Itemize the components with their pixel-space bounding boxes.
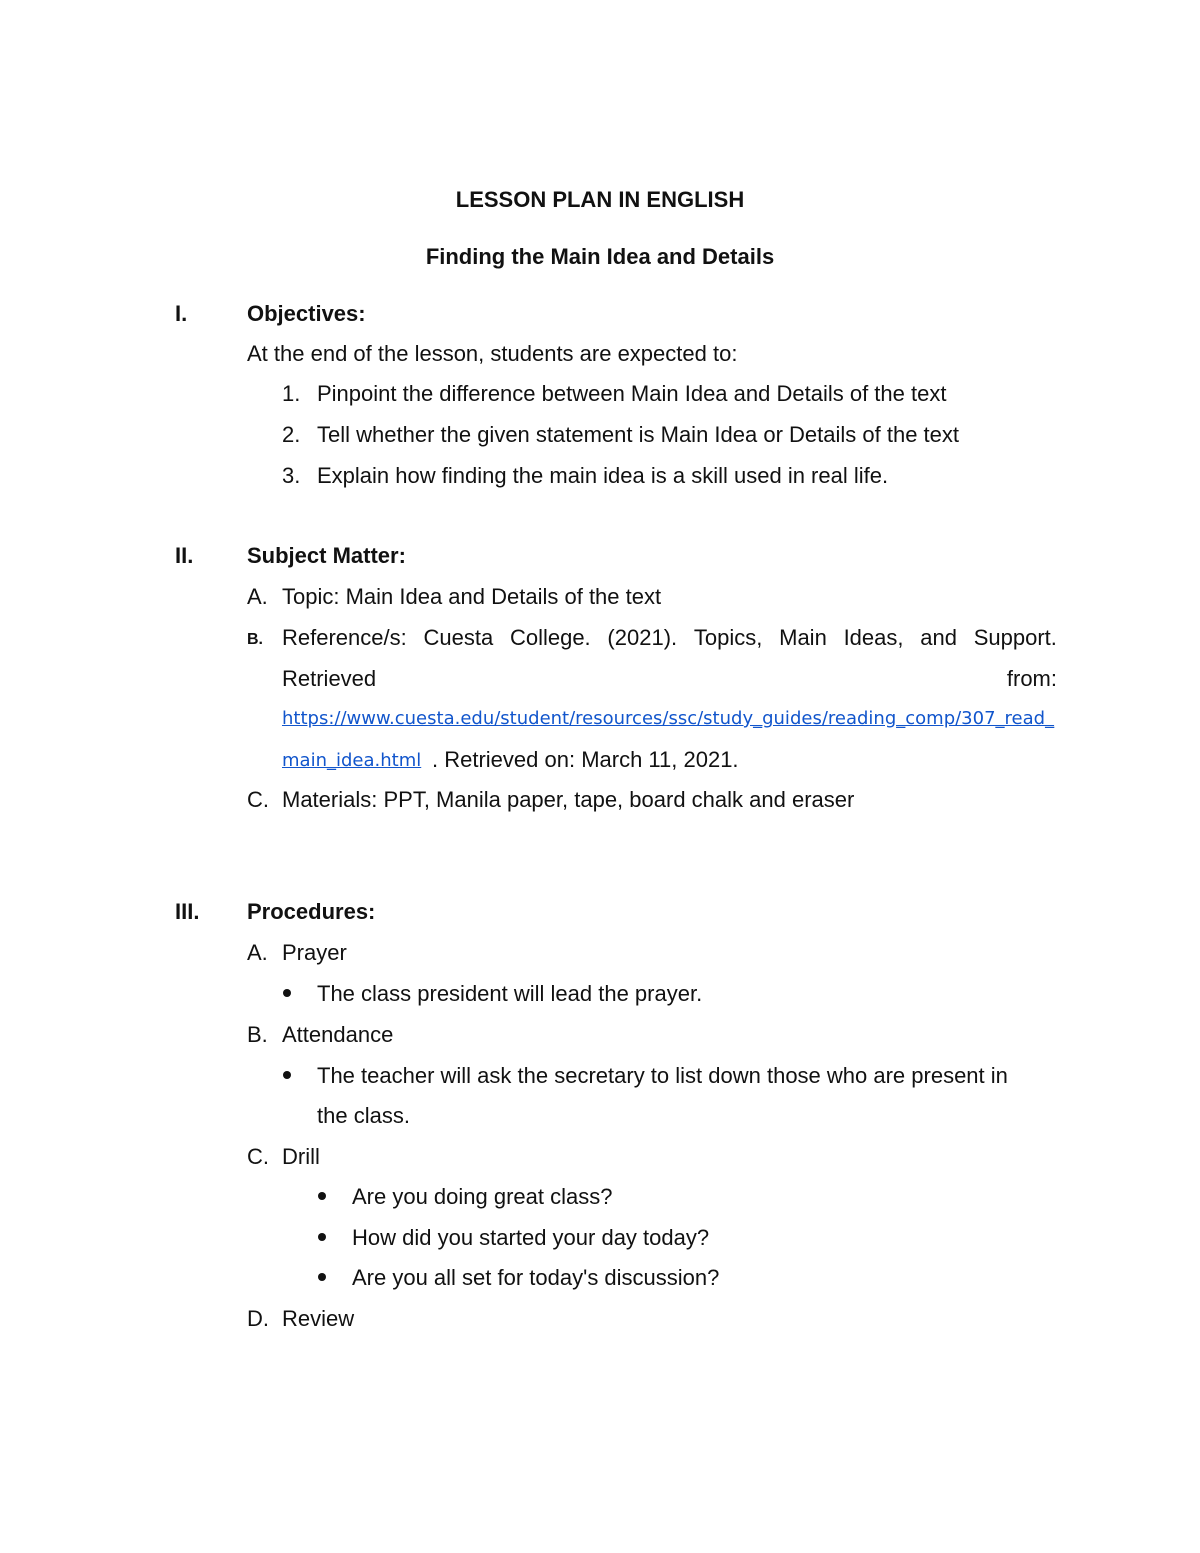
reference-word: Reference/s: [282,625,407,650]
objective-item: Explain how finding the main idea is a skill used in real life. [317,463,889,488]
procedure-letter: B. [247,1022,268,1047]
drill-question: Are you doing great class? [352,1184,613,1209]
reference-word: Main [779,625,827,650]
reference-url-link[interactable]: https://www.cuesta.edu/student/resources/ssc/study_guides/reading_comp/307_read_ [282,708,1055,729]
objective-item: Tell whether the given statement is Main Idea or Details of the text [317,422,959,447]
section-numeral-procedures: III. [175,899,200,924]
reference-word: Topics, [693,625,763,650]
reference-word: College. [509,625,591,650]
bullet-icon [283,989,291,997]
materials-text: Materials: PPT, Manila paper, tape, board chalk and eraser [282,787,855,812]
procedure-letter: A. [247,940,268,965]
document-title: LESSON PLAN IN ENGLISH [455,187,745,212]
reference-word: Ideas, [843,625,904,650]
bullet-icon [318,1192,326,1200]
objective-item: Pinpoint the difference between Main Idea and Details of the text [317,381,947,406]
section-heading-objectives: Objectives: [247,301,366,326]
objectives-intro: At the end of the lesson, students are expected to: [247,341,738,366]
procedure-letter: D. [247,1306,269,1331]
bullet-icon [318,1273,326,1281]
reference-from: from: [1006,666,1057,691]
procedure-bullet-text: The class president will lead the prayer. [317,981,703,1006]
topic-text: Topic: Main Idea and Details of the text [282,584,662,609]
reference-word: (2021). [607,625,678,650]
objective-number: 2. [282,422,301,447]
procedure-letter: C. [247,1144,269,1169]
reference-url-link-continued[interactable]: main_idea.html [282,750,422,771]
procedure-label-drill: Drill [282,1144,320,1169]
procedure-label-prayer: Prayer [282,940,347,965]
document-subtitle: Finding the Main Idea and Details [425,244,775,269]
procedure-label-attendance: Attendance [282,1022,394,1047]
reference-word: and [920,625,957,650]
section-heading-procedures: Procedures: [247,899,376,924]
section-heading-subject-matter: Subject Matter: [247,543,406,568]
section-numeral-subject-matter: II. [175,543,194,568]
reference-word: Cuesta [423,625,494,650]
procedure-bullet-text: The teacher will ask the secretary to list down those who are present in [317,1063,1008,1088]
reference-line [282,625,1057,651]
materials-letter: C. [247,787,269,812]
reference-letter: B. [247,631,263,648]
objective-number: 1. [282,381,301,406]
procedure-label-review: Review [282,1306,355,1331]
reference-retrieved-on: . Retrieved on: March 11, 2021. [432,747,739,772]
topic-letter: A. [247,584,268,609]
bullet-icon [283,1071,291,1079]
section-numeral-objectives: I. [175,301,188,326]
drill-question: Are you all set for today's discussion? [352,1265,720,1290]
drill-question: How did you started your day today? [352,1225,710,1250]
objective-number: 3. [282,463,301,488]
reference-word: Support. [973,625,1057,650]
bullet-icon [318,1233,326,1241]
reference-retrieved: Retrieved [282,666,377,691]
procedure-bullet-text-continued: the class. [317,1103,410,1128]
